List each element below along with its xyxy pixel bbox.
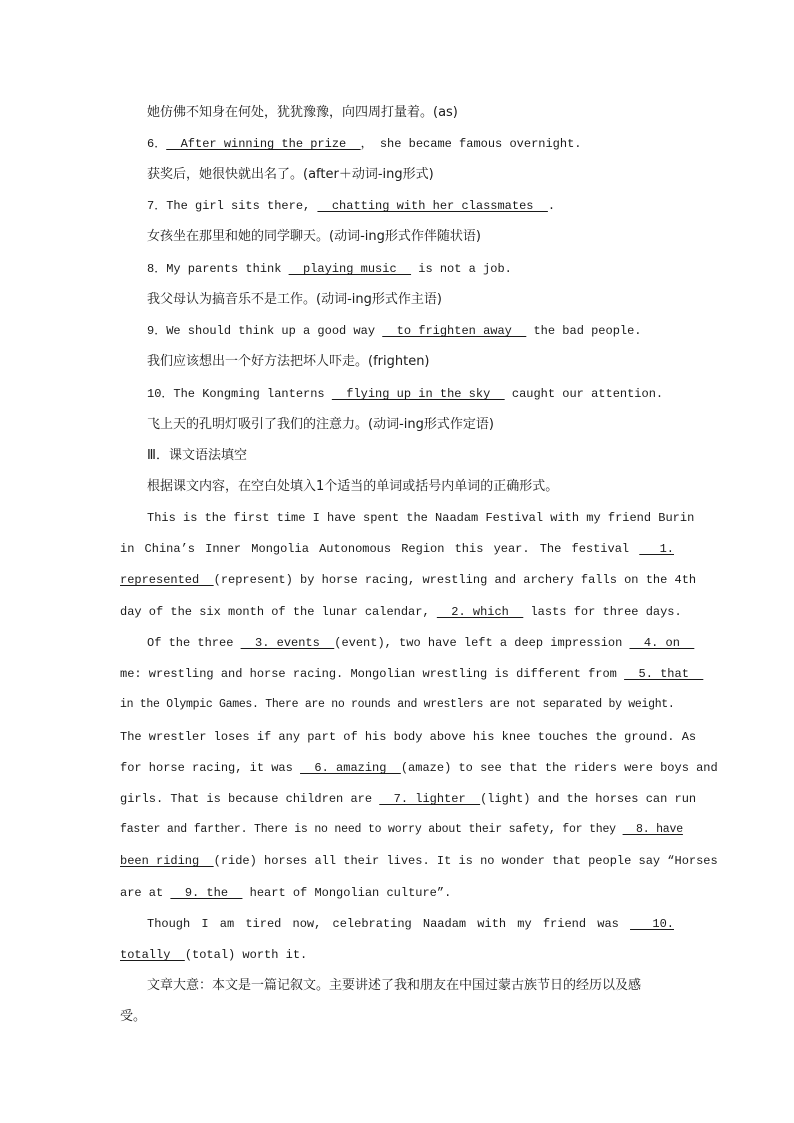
sentence-8	[147, 260, 512, 278]
answer-blank: 3. events	[240, 636, 335, 650]
sentence-text: The Kongming lanterns	[173, 387, 332, 401]
sentence-7-translation: 女孩坐在那里和她的同学聊天。(动词-ing形式作伴随状语)	[147, 229, 481, 244]
sentence-5-translation: 她仿佛不知身在何处，犹犹豫豫，向四周打量着。(as)	[147, 105, 458, 120]
answer-blank: represented	[120, 573, 214, 587]
answer-blank: been riding	[120, 854, 214, 868]
passage-line: faster and farther. There is no need to worry about their safety, for they 8. have	[120, 823, 683, 836]
answer-blank: totally	[120, 948, 185, 962]
answer-blank: 1.	[639, 542, 674, 556]
sentence-number: 8．	[147, 262, 167, 276]
sentence-7	[147, 197, 555, 215]
answer-blank: chatting with her classmates	[317, 199, 548, 213]
passage-line: Though I am tired now, celebrating Naadam with my friend was 10.	[147, 917, 674, 931]
sentence-6-translation: 获奖后，她很快就出名了。(after＋动词-ing形式)	[147, 167, 434, 182]
passage-line: me: wrestling and horse racing. Mongolian wrestling is different from 5. that	[120, 667, 704, 681]
sentence-8-translation: 我父母认为搞音乐不是工作。(动词-ing形式作主语)	[147, 292, 442, 307]
sentence-text: My parents think	[166, 262, 289, 276]
answer-blank: After winning the prize	[166, 137, 361, 151]
answer-blank: 8. have	[622, 823, 683, 836]
section-instruction: 根据课文内容，在空白处填入1个适当的单词或括号内单词的正确形式。	[147, 479, 559, 494]
sentence-10	[147, 385, 663, 403]
passage-line: totally (total) worth it.	[120, 948, 308, 962]
answer-blank: flying up in the sky	[331, 387, 505, 401]
passage-line: are at 9. the heart of Mongolian culture”.	[120, 886, 452, 900]
sentence-10-translation: 飞上天的孔明灯吸引了我们的注意力。(动词-ing形式作定语)	[147, 417, 494, 432]
answer-blank: playing music	[288, 262, 412, 276]
sentence-9-translation: 我们应该想出一个好方法把坏人吓走。(frighten)	[147, 354, 430, 369]
sentence-9	[147, 322, 642, 340]
sentence-text: .	[547, 199, 556, 213]
sentence-number: 7．	[147, 199, 167, 213]
sentence-text: caught our attention.	[504, 387, 664, 401]
sentence-6	[147, 135, 581, 153]
passage-line: Of the three 3. events (event), two have left a deep impression 4. on	[147, 636, 695, 650]
sentence-text: the bad people.	[526, 324, 642, 338]
answer-blank: 2. which	[436, 605, 524, 619]
summary-line: 受。	[120, 1009, 147, 1024]
answer-blank: 9. the	[170, 886, 243, 900]
passage-line: day of the six month of the lunar calendar, 2. which lasts for three days.	[120, 605, 682, 619]
sentence-text: The girl sits there,	[166, 199, 318, 213]
passage-line: been riding (ride) horses all their lives. It is no wonder that people say “Horses	[120, 854, 718, 868]
sentence-number: 6．	[147, 137, 167, 151]
section-heading: Ⅲ．课文语法填空	[147, 448, 247, 463]
passage-line: in China’s Inner Mongolia Autonomous Region this year. The festival 1.	[120, 542, 674, 556]
answer-blank: 4. on	[629, 636, 695, 650]
sentence-number: 9．	[147, 324, 167, 338]
sentence-text: is not a job.	[411, 262, 512, 276]
answer-blank: 10.	[630, 917, 674, 931]
summary-line: 文章大意：本文是一篇记叙文。主要讲述了我和朋友在中国过蒙古族节日的经历以及感	[147, 978, 642, 993]
answer-blank: 5. that	[624, 667, 704, 681]
answer-blank: 7. lighter	[379, 792, 481, 806]
sentence-text: ， she became famous overnight.	[360, 137, 582, 151]
passage-line: for horse racing, it was 6. amazing (amaze) to see that the riders were boys and	[120, 761, 718, 775]
passage-line: girls. That is because children are 7. lighter (light) and the horses can run	[120, 792, 697, 806]
passage-line: The wrestler loses if any part of his body above his knee touches the ground. As	[120, 730, 697, 744]
sentence-text: We should think up a good way	[166, 324, 383, 338]
passage-line: This is the first time I have spent the Naadam Festival with my friend Burin	[147, 511, 695, 525]
passage-line: in the Olympic Games. There are no rounds and wrestlers are not separated by weight.	[120, 698, 675, 711]
passage-line: represented (represent) by horse racing, wrestling and archery falls on the 4th	[120, 573, 697, 587]
answer-blank: 6. amazing	[300, 761, 401, 775]
sentence-number: 10．	[147, 387, 174, 401]
answer-blank: to frighten away	[382, 324, 527, 338]
